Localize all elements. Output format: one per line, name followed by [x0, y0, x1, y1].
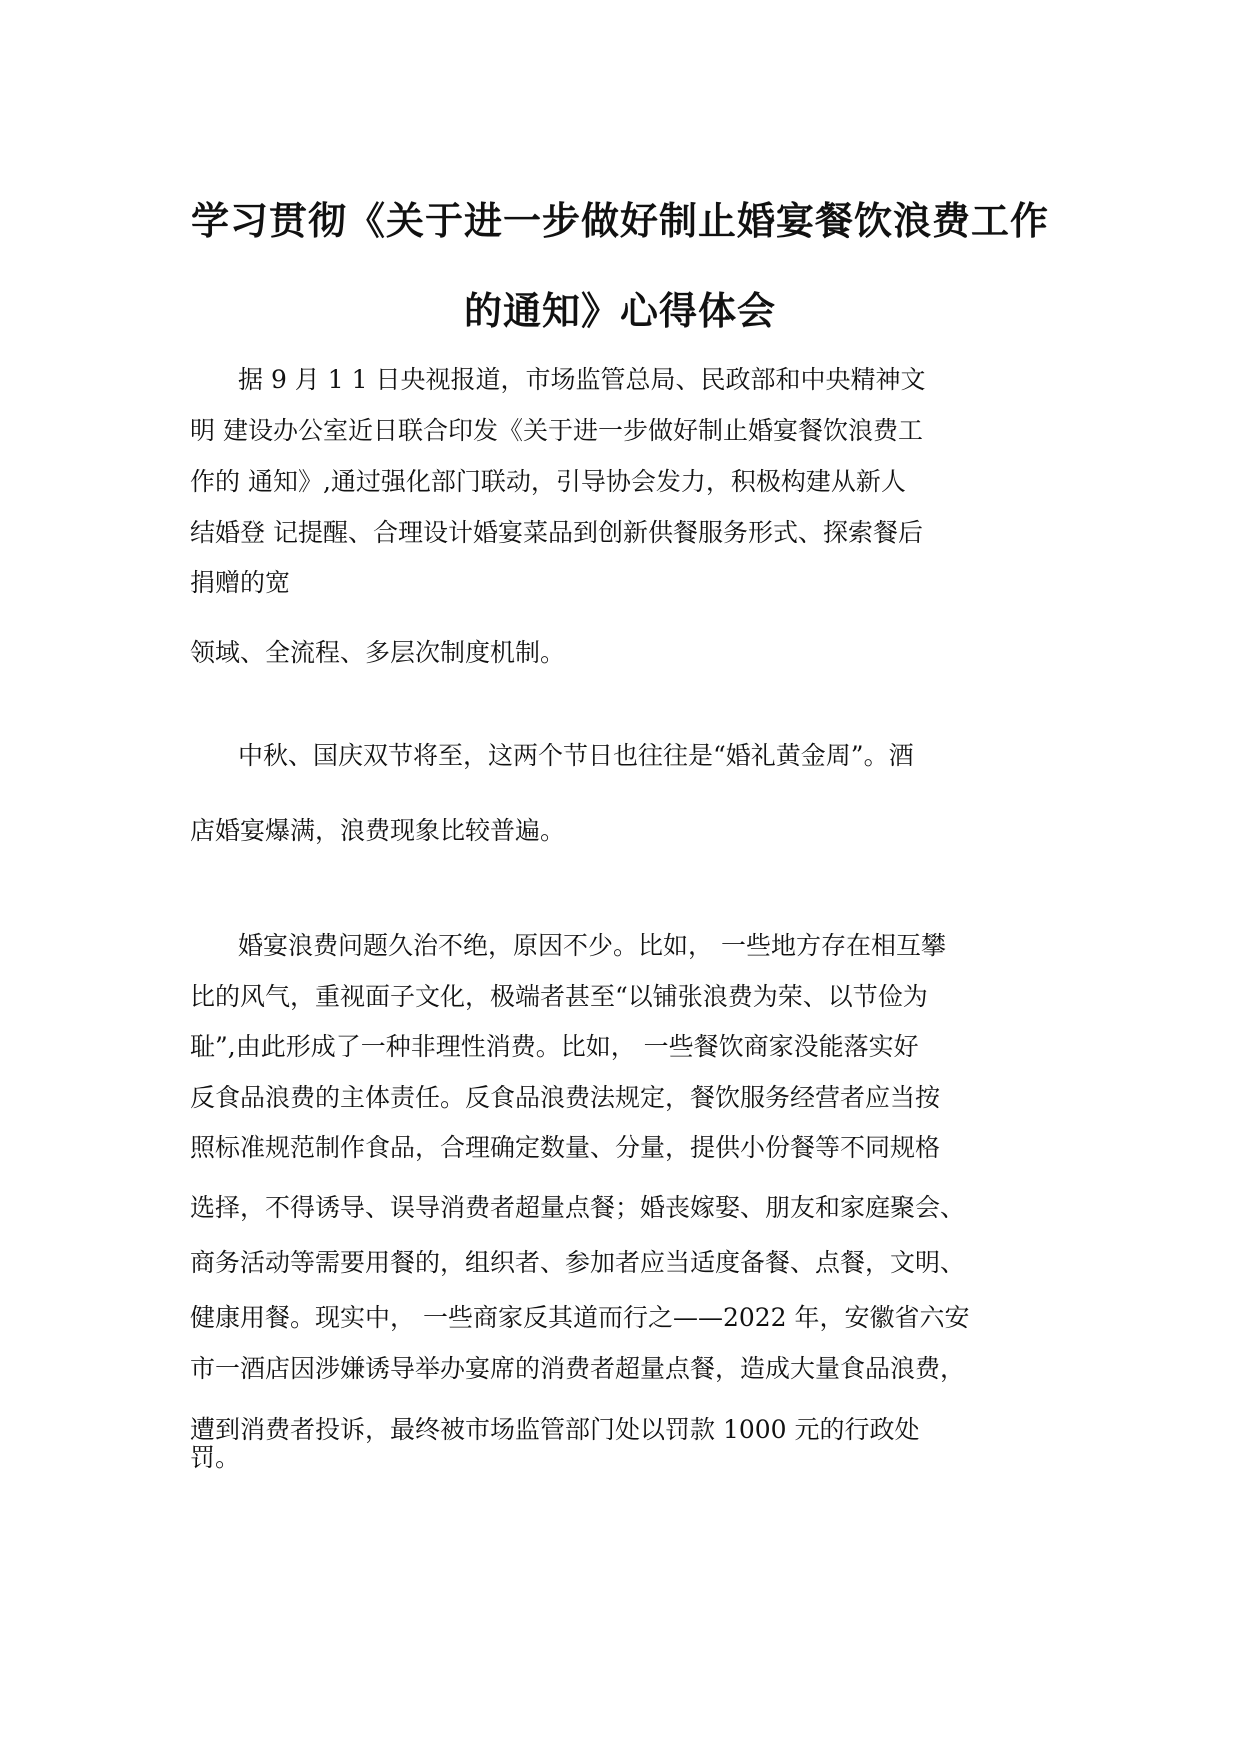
document-title-line-1: 学习贯彻《关于进一步做好制止婚宴餐饮浪费工作 [190, 199, 1049, 243]
document-title-line-2: 的通知》心得体会 [463, 289, 776, 333]
paragraph-1-line-6: 领域、全流程、多层次制度机制。 [190, 638, 566, 667]
paragraph-3-line-2: 比的风气，重视面子文化，极端者甚至“以铺张浪费为荣、以节俭为 [190, 982, 928, 1011]
paragraph-3-line-11: 罚。 [190, 1443, 241, 1472]
paragraph-3-line-5: 照标准规范制作食品，合理确定数量、分量，提供小份餐等不同规格 [190, 1133, 941, 1162]
paragraph-1-line-1: 据 9 月 1 1 日央视报道，市场监管总局、民政部和中央精神文 [238, 365, 926, 394]
paragraph-3-line-8: 健康用餐。现实中， 一些商家反其道而行之——2022 年，安徽省六安 [190, 1303, 970, 1332]
paragraph-3-line-1: 婚宴浪费问题久治不绝，原因不少。比如， 一些地方存在相互攀 [238, 931, 946, 960]
paragraph-2-line-2: 店婚宴爆满，浪费现象比较普遍。 [190, 816, 566, 845]
paragraph-1-line-2: 明 建设办公室近日联合印发《关于进一步做好制止婚宴餐饮浪费工 [190, 416, 923, 445]
paragraph-3-line-4: 反食品浪费的主体责任。反食品浪费法规定，餐饮服务经营者应当按 [190, 1083, 941, 1112]
paragraph-3-line-3: 耻”,由此形成了一种非理性消费。比如， 一些餐饮商家没能落实好 [190, 1032, 919, 1061]
paragraph-1-line-5: 捐赠的宽 [190, 568, 291, 597]
paragraph-3-line-7: 商务活动等需要用餐的，组织者、参加者应当适度备餐、点餐，文明、 [190, 1248, 966, 1277]
paragraph-3-line-10: 遭到消费者投诉，最终被市场监管部门处以罚款 1000 元的行政处 [190, 1415, 920, 1444]
paragraph-1-line-3: 作的 通知》,通过强化部门联动，引导协会发力，积极构建从新人 [190, 467, 906, 496]
paragraph-1-line-4: 结婚登 记提醒、合理设计婚宴菜品到创新供餐服务形式、探索餐后 [190, 518, 923, 547]
paragraph-3-line-9: 市一酒店因涉嫌诱导举办宴席的消费者超量点餐，造成大量食品浪费， [190, 1354, 966, 1383]
paragraph-3-line-6: 选择，不得诱导、误导消费者超量点餐；婚丧嫁娶、朋友和家庭聚会、 [190, 1193, 966, 1222]
paragraph-2-line-1: 中秋、国庆双节将至，这两个节日也往往是“婚礼黄金周”。酒 [238, 741, 914, 770]
